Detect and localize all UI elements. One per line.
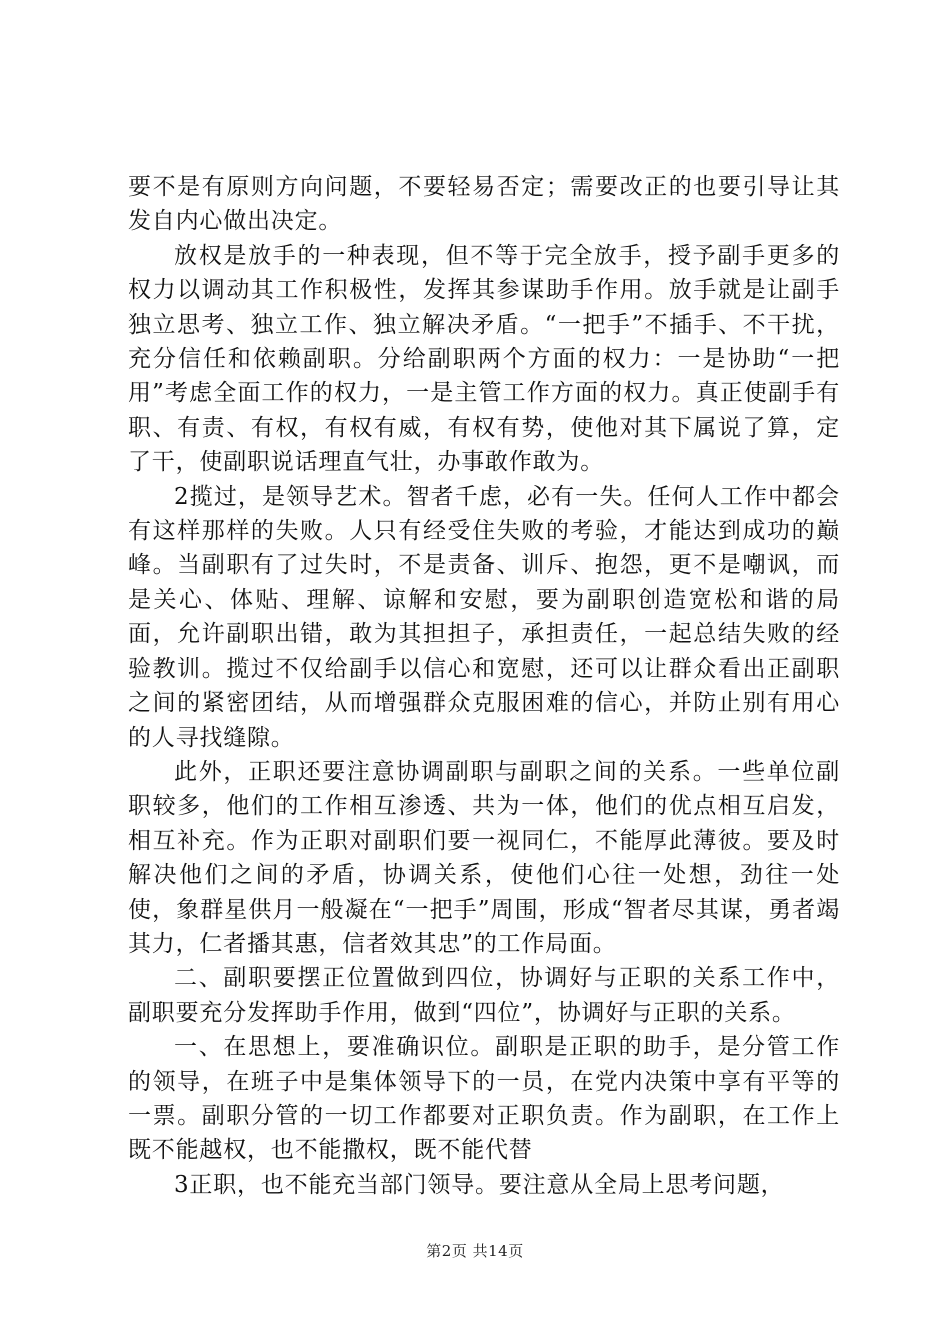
paragraph-thinking-position: 一、在思想上，要准确识位。副职是正职的助手，是分管工作的领导，在班子中是集体领导下的一员，在党内决策中享有平等的一票。副职分管的一切工作都要对正职负责。作为副职，在工作上既不能越权，也不能撒权，既不能代替 <box>128 1034 840 1164</box>
paragraph-coordinate-deputies: 此外，正职还要注意协调副职与副职之间的关系。一些单位副职较多，他们的工作相互渗透、共为一体，他们的优点相互启发，相互补充。作为正职对副职们要一视同仁，不能厚此薄彼。要及时解决他们之间的矛盾，协调关系，使他们心往一处想，劲往一处使，象群星供月一般凝在“一把手”周围，形成“智者尽其谋，勇者竭其力，仁者播其惠，信者效其忠”的工作局面。 <box>128 758 840 957</box>
paragraph-continuation: 要不是有原则方向问题，不要轻易否定；需要改正的也要引导让其发自内心做出决定。 <box>128 174 840 235</box>
document-body <box>128 170 840 1202</box>
paragraph-delegation: 放权是放手的一种表现，但不等于完全放手，授予副手更多的权力以调动其工作积极性，发挥其参谋助手作用。放手就是让副手独立思考、独立工作、独立解决矛盾。“一把手”不插手、不干扰，充分信任和依赖副职。分给副职两个方面的权力：一是协助“一把用”考虑全面工作的权力，一是主管工作方面的权力。真正使副手有职、有责、有权，有权有威，有权有势，使他对其下属说了算，定了干，使副职说话理直气壮，办事敢作敢为。 <box>128 242 840 476</box>
paragraph-page-break-continuation: 3正职，也不能充当部门领导。要注意从全局上思考问题， <box>174 1171 785 1198</box>
page-number-footer: 第2页 共14页 <box>426 1242 524 1260</box>
paragraph-section-two-heading: 二、副职要摆正位置做到四位，协调好与正职的关系工作中，副职要充分发挥助手作用，做到“四位”，协调好与正职的关系。 <box>128 965 840 1026</box>
paragraph-take-blame: 2揽过，是领导艺术。智者千虑，必有一失。任何人工作中都会有这样那样的失败。人只有经受住失败的考验，才能达到成功的巅峰。当副职有了过失时，不是责备、训斥、抱怨，更不是嘲讽，而是关心、体贴、理解、谅解和安慰，要为副职创造宽松和谐的局面，允许副职出错，敢为其担担子，承担责任，一起总结失败的经验教训。揽过不仅给副手以信心和宽慰，还可以让群众看出正副职之间的紧密团结，从而增强群众克服困难的信心，并防止别有用心的人寻找缝隙。 <box>128 483 840 751</box>
